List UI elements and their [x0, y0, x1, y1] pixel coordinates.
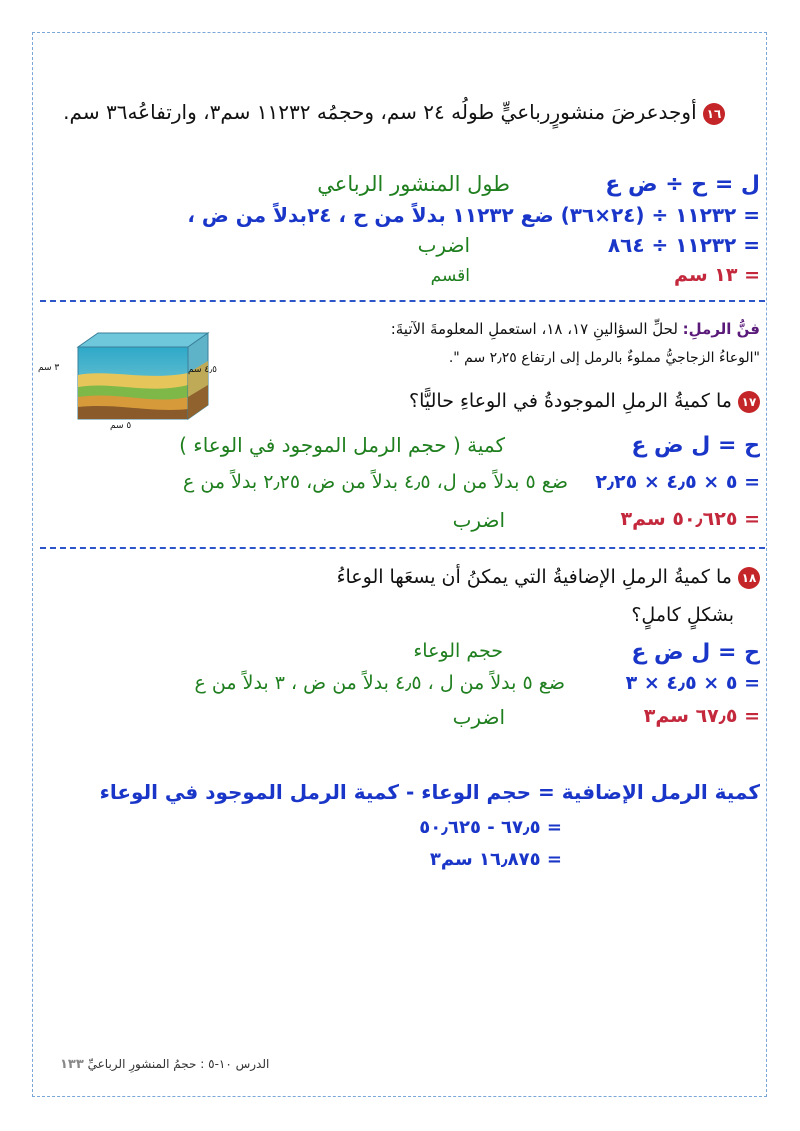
step-multiply-label: اضرب: [417, 233, 470, 257]
question-text: ما كميةُ الرملِ الموجودةُ في الوعاءِ حاليًّا؟: [409, 390, 732, 412]
question-number-badge: ١٦: [703, 103, 725, 125]
formula-label: حجم الوعاء: [413, 640, 503, 662]
sand-container-figure: [38, 325, 228, 435]
question-16: [63, 100, 725, 125]
figure-depth-label: ٤٫٥ سم: [188, 365, 217, 375]
extra-sand-subtract: = ٦٧٫٥ - ٥٠٫٦٢٥: [419, 817, 562, 838]
question-text: أوجدعرضَ منشورٍرباعيٍّ طولُه ٢٤ سم، وحجمُه ١١٢٣٢ سم٣، وارتفاعُه٣٦ سم.: [63, 100, 697, 124]
sand-box-illustration: [38, 325, 228, 435]
figure-height-label: ٣ سم: [38, 363, 60, 373]
extra-sand-result: = ١٦٫٨٧٥ سم٣: [429, 849, 562, 870]
sand-heading-bold: فنُّ الرملِ:: [682, 320, 760, 338]
sand-heading-text: لحلِّ السؤالينِ ١٧، ١٨، استعملِ المعلومةَ الآتيةَ:: [390, 320, 683, 338]
step-substitute-label: ضع ٥ بدلاً من ل، ٤٫٥ بدلاً من ض، ٢٫٢٥ بدلاً من ع: [183, 471, 568, 493]
step-substitute: = ٥ × ٤٫٥ × ٣: [625, 672, 760, 694]
lesson-title: الدرس ١٠-٥ : حجمُ المنشورِ الرباعيِّ: [87, 1057, 270, 1071]
step-multiply-label: اضرب: [452, 508, 505, 532]
question-number-badge: ١٧: [738, 391, 760, 413]
step-substitute-label: ضع ٥ بدلاً من ل ، ٤٫٥ بدلاً من ض ، ٣ بدلاً من ع: [194, 672, 565, 694]
formula-label: طول المنشور الرباعي: [317, 172, 510, 196]
extra-sand-equation: كمية الرمل الإضافية = حجم الوعاء - كمية الرمل الموجود في الوعاء: [99, 780, 760, 804]
page-footer: [60, 1057, 269, 1072]
question-text-continued: بشكلٍ كاملٍ؟: [631, 604, 734, 626]
section-separator: [40, 300, 765, 302]
formula: ح = ل ض ع: [631, 640, 760, 665]
sand-heading: [391, 320, 760, 338]
step-divide: = ١٣ سم: [674, 264, 760, 286]
question-18: [337, 566, 760, 589]
formula-label: كمية ( حجم الرمل الموجود في الوعاء ): [179, 433, 505, 457]
formula: ح = ل ض ع: [631, 433, 760, 458]
figure-width-label: ٥ سم: [110, 421, 132, 431]
question-number-badge: ١٨: [738, 567, 760, 589]
step-substitute: = ١١٢٣٢ ÷ (٢٤×٣٦) ضع ١١٢٣٢ بدلاً من ح ، ٢٤بدلاً من ض ،: [187, 203, 760, 227]
step-multiply: = ٦٧٫٥ سم٣: [643, 705, 760, 727]
formula: ل = ح ÷ ض ع: [605, 172, 760, 197]
step-multiply: = ١١٢٣٢ ÷ ٨٦٤: [607, 233, 760, 257]
step-divide-label: اقسم: [430, 266, 470, 286]
question-17: [409, 390, 760, 413]
page-number: ١٣٣: [60, 1057, 84, 1072]
question-text: ما كميةُ الرملِ الإضافيةُ التي يمكنُ أن يسعَها الوعاءُ: [336, 566, 732, 588]
step-multiply: = ٥٠٫٦٢٥ سم٣: [620, 508, 760, 530]
sand-info: "الوعاءُ الزجاجيُّ مملوءٌ بالرمل إلى ارتفاع ٢٫٢٥ سم ".: [448, 350, 760, 366]
step-multiply-label: اضرب: [452, 705, 505, 729]
section-separator: [40, 547, 765, 549]
step-substitute: = ٥ × ٤٫٥ × ٢٫٢٥: [595, 471, 760, 493]
